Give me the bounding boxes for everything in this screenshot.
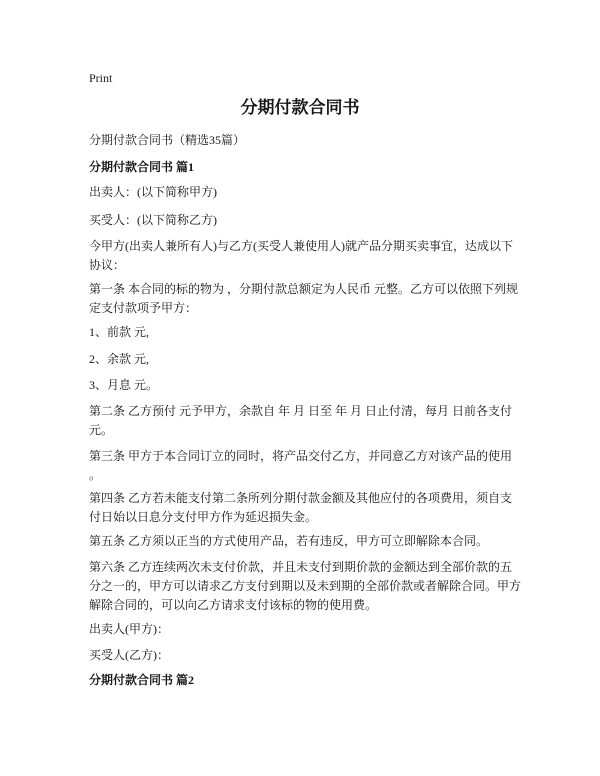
paragraph-line: 第一条 本合同的标的物为 ，分期付款总额定为人民币 元整。乙方可以依照下列规	[89, 282, 519, 296]
paragraph-line: 第二条 乙方预付 元予甲方，余款自 年 月 日至 年 月 日止付清，每月 日前各支付	[89, 404, 513, 418]
buyer-signature-line	[89, 646, 169, 665]
paragraph-line: 定支付款项予甲方：	[89, 301, 198, 315]
seller-text: 出卖人：(以下简称甲方)	[89, 185, 217, 199]
intro-paragraph	[89, 237, 513, 275]
paragraph-line: 付日始以日息分支付甲方作为延迟损失金。	[89, 510, 318, 524]
paragraph-line: 今甲方(出卖人兼所有人)与乙方(买受人兼使用人)就产品分期买卖事宜，达成以下	[89, 239, 513, 253]
document-title: 分期付款合同书	[240, 98, 360, 117]
paragraph-line: 第四条 乙方若未能支付第二条所列分期付款金额及其他应付的各项费用，须自支	[89, 491, 513, 505]
paragraph-line: 协议：	[89, 258, 126, 272]
payment-item-2	[89, 350, 149, 369]
seller-line	[89, 183, 217, 202]
paragraph-line: 第六条 乙方连续两次未支付价款，并且未支付到期价款的金额达到全部价款的五	[89, 560, 513, 574]
paragraph-line: 2、余款 元,	[89, 352, 150, 366]
seller-signature-text: 出卖人(甲方)：	[89, 622, 169, 636]
subtitle-text: 分期付款合同书（精选35篇）	[89, 133, 246, 147]
buyer-line	[89, 211, 217, 230]
paragraph-line: 第五条 乙方须以正当的方式使用产品，若有违反，甲方可立即解除本合同。	[89, 534, 489, 548]
buyer-text: 买受人：(以下简称乙方)	[89, 213, 217, 227]
section-2-heading-text: 分期付款合同书 篇2	[89, 673, 195, 687]
section-1-heading	[89, 158, 194, 177]
article-1-paragraph	[89, 280, 518, 318]
paragraph-line: 分之一的，甲方可以请求乙方支付到期以及未到期的全部价款或者解除合同。甲方	[89, 579, 522, 593]
paragraph-line: 3、月息 元。	[89, 378, 159, 392]
section-2-heading	[89, 671, 194, 690]
paragraph-line: 。	[89, 468, 102, 482]
article-6-paragraph	[89, 558, 521, 615]
print-link[interactable]: Print	[89, 71, 113, 85]
payment-item-3	[89, 376, 158, 395]
article-5-paragraph	[89, 532, 488, 551]
paragraph-line: 解除合同的，可以向乙方请求支付该标的物的使用费。	[89, 598, 378, 612]
article-3-paragraph	[89, 447, 512, 485]
paragraph-line: 第三条 甲方于本合同订立的同时，将产品交付乙方，并同意乙方对该产品的使用	[89, 449, 513, 463]
seller-signature-line	[89, 620, 169, 639]
buyer-signature-text: 买受人(乙方)：	[89, 648, 169, 662]
article-2-paragraph	[89, 402, 512, 440]
article-4-paragraph	[89, 489, 512, 527]
document-subtitle	[89, 131, 245, 150]
section-1-heading-text: 分期付款合同书 篇1	[89, 160, 195, 174]
paragraph-line: 1、前款 元,	[89, 325, 150, 339]
payment-item-1	[89, 323, 149, 342]
paragraph-line: 元。	[89, 423, 114, 437]
